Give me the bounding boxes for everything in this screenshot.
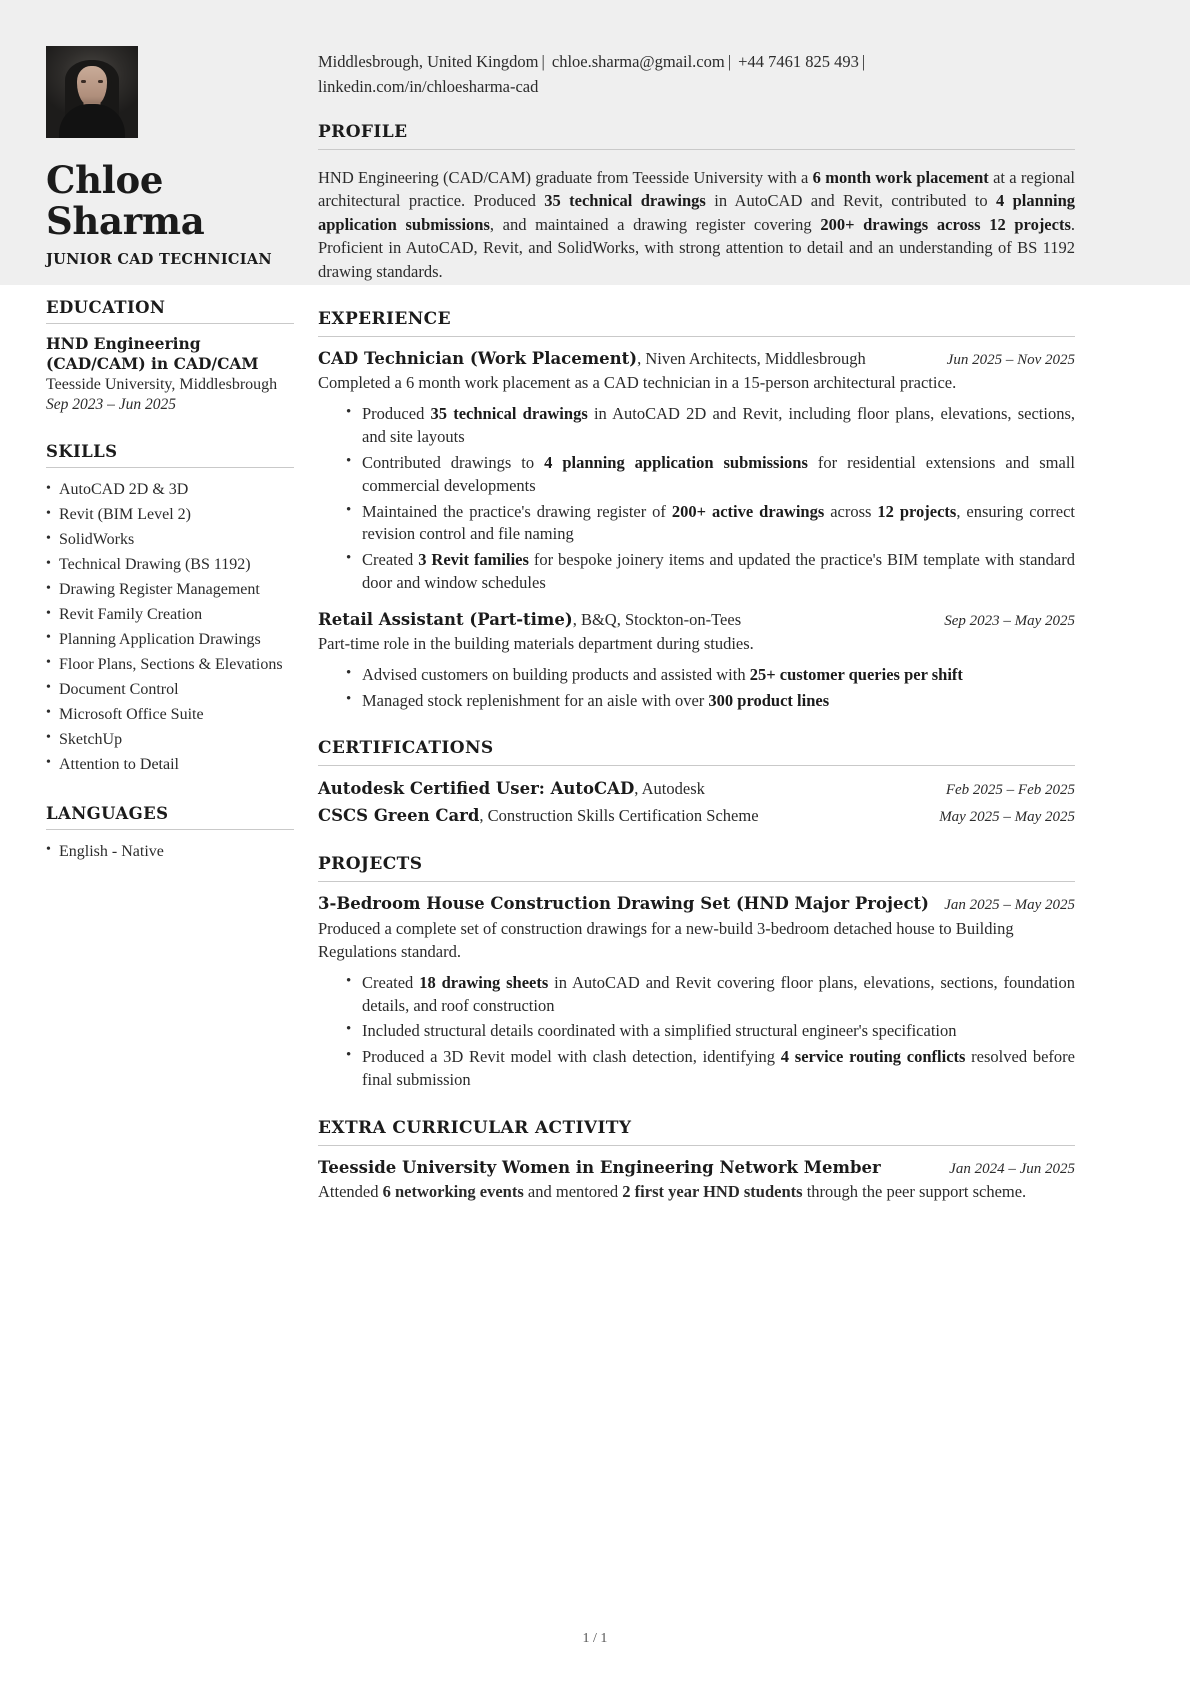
divider [46, 323, 294, 324]
contact-separator: | [861, 52, 866, 71]
profile-part: . Proficient in AutoCAD, Revit, and SolidWorks, with strong attention to detail and an understanding of BS 1192 drawing standards. [318, 214, 1075, 281]
extra-highlight: 2 first year HND students [622, 1181, 803, 1201]
extra-curricular-description [318, 1180, 1075, 1203]
bullet-text: across [824, 501, 878, 521]
avatar-hair-front [65, 60, 119, 102]
skill-item: • Revit (BIM Level 2) [46, 503, 294, 528]
last-name: Sharma [46, 199, 205, 244]
bullet-text: in AutoCAD 2D and Revit, including floor plans, elevations, sections, and site layouts [362, 404, 1075, 447]
entry-title [318, 893, 930, 915]
bullet-highlight: 4 planning application submissions [544, 453, 808, 472]
skill-item: • AutoCAD 2D & 3D [46, 478, 294, 503]
bullet-item [346, 1046, 1075, 1092]
education-section [46, 298, 294, 416]
experience-entry [318, 609, 1075, 713]
entry-dates: Jan 2025 – May 2025 [944, 897, 1075, 914]
certification-dates: May 2025 – May 2025 [939, 809, 1075, 826]
bullet-text: Produced a 3D Revit model with clash detection, identifying [362, 1047, 781, 1067]
bullet-text: Contributed drawings to [362, 453, 545, 472]
bullet-highlight: 4 service routing conflicts [780, 1047, 966, 1067]
entry-title-bold: Retail Assistant (Part-time) [318, 609, 573, 629]
certifications-section [318, 738, 1075, 828]
education-dates: Sep 2023 – Jun 2025 [46, 396, 177, 414]
divider [318, 881, 1075, 882]
entry-header [318, 609, 1075, 631]
education-degree: HND Engineering (CAD/CAM) in CAD/CAM [46, 333, 259, 373]
bullet-item [346, 664, 1075, 687]
language-item: • English - Native [46, 840, 294, 865]
certifications-list [318, 777, 1075, 828]
extra-curricular-list [318, 1157, 1075, 1203]
sidebar [0, 0, 310, 1229]
divider [318, 336, 1075, 337]
entry-dates: Jan 2024 – Jun 2025 [949, 1160, 1075, 1177]
contact-location: Middlesbrough, United Kingdom [318, 52, 539, 71]
contact-separator: | [727, 52, 732, 71]
skills-list [46, 478, 294, 777]
page-footer: 1 / 1 [582, 1631, 608, 1646]
certification-name [318, 804, 759, 828]
bullet-highlight: 300 product lines [708, 690, 830, 710]
languages-heading: LANGUAGES [46, 803, 169, 823]
bullet-list [318, 972, 1075, 1092]
bullet-highlight: 25+ customer queries per shift [749, 664, 963, 684]
skill-item: • Planning Application Drawings [46, 628, 294, 653]
experience-list [318, 348, 1075, 712]
extra-text: and mentored [523, 1181, 623, 1201]
entry-summary: Part-time role in the building materials department during studies. [318, 633, 754, 653]
languages-section [46, 804, 294, 865]
entry-title-bold: Teesside University Women in Engineering Network Member [318, 1157, 881, 1177]
divider [46, 467, 294, 468]
education-school: Teesside University, Middlesbrough [46, 375, 278, 393]
skill-item: • Attention to Detail [46, 753, 294, 778]
projects-heading: PROJECTS [318, 854, 423, 875]
profile-part: , and maintained a drawing register covering [489, 214, 821, 234]
bullet-text: Maintained the practice's drawing register of [362, 501, 672, 521]
entry-header [318, 893, 1075, 915]
extra-text: Attended [318, 1181, 383, 1201]
entry-summary: Produced a complete set of construction drawings for a new-build 3-bedroom detached house to Building Regulations standard. [318, 918, 1014, 961]
contact-phone[interactable]: +44 7461 825 493 [738, 52, 859, 71]
skill-item: • Revit Family Creation [46, 603, 294, 628]
skills-heading: SKILLS [46, 442, 118, 462]
certification-issuer: , Autodesk [634, 779, 705, 799]
entry-meta: , B&Q, Stockton-on-Tees [572, 609, 742, 629]
bullet-text: resolved before final submission [362, 1047, 1075, 1089]
contact-linkedin[interactable]: linkedin.com/in/chloesharma-cad [318, 76, 539, 96]
bullet-text: Included structural details coordinated with a simplified structural engineer's specification [362, 1021, 957, 1041]
profile-part: in AutoCAD and Revit, contributed to [705, 191, 996, 211]
projects-list [318, 893, 1075, 1091]
certification-entry [318, 777, 1075, 801]
candidate-name [46, 160, 294, 243]
extra-curricular-entry [318, 1157, 1075, 1203]
bullet-item [346, 690, 1075, 713]
bullet-highlight: 200+ active drawings [671, 501, 825, 521]
avatar [46, 46, 138, 138]
bullet-item [346, 403, 1075, 449]
extra-highlight: 6 networking events [382, 1181, 524, 1201]
profile-section [318, 122, 1075, 284]
extra-curricular-section [318, 1118, 1075, 1203]
entry-title [318, 1157, 935, 1179]
entry-dates: Jun 2025 – Nov 2025 [946, 352, 1075, 369]
entry-summary: Completed a 6 month work placement as a CAD technician in a 15-person architectural practice. [318, 373, 957, 393]
skill-item: • Floor Plans, Sections & Elevations [46, 653, 294, 678]
certification-title: CSCS Green Card [318, 806, 480, 826]
bullet-item [346, 452, 1075, 498]
entry-header [318, 1157, 1075, 1179]
bullet-text: Managed stock replenishment for an aisle with over [362, 690, 709, 710]
certification-entry [318, 804, 1075, 828]
bullet-text: , ensuring correct revision control and file naming [362, 501, 1075, 544]
extra-curricular-heading: EXTRA CURRICULAR ACTIVITY [318, 1117, 632, 1138]
entry-header [318, 348, 1075, 370]
main-content [310, 0, 1190, 1229]
experience-entry [318, 348, 1075, 594]
divider [318, 1145, 1075, 1146]
bullet-text: for bespoke joinery items and updated the practice's BIM template with standard door and window schedules [362, 550, 1075, 592]
profile-part: HND Engineering (CAD/CAM) graduate from Teesside University with a [318, 168, 813, 187]
skill-item: • Drawing Register Management [46, 578, 294, 603]
bullet-list [318, 664, 1075, 713]
certification-title: Autodesk Certified User: AutoCAD [318, 779, 635, 799]
entry-title [318, 609, 930, 631]
bullet-highlight: 12 projects [877, 501, 957, 521]
bullet-highlight: 35 technical drawings [430, 404, 588, 424]
skill-item: • Document Control [46, 678, 294, 703]
profile-highlight: 6 month work placement [812, 168, 989, 187]
certification-name [318, 777, 705, 801]
bullet-list [318, 403, 1075, 594]
bullet-text: Created [362, 972, 420, 992]
languages-list [46, 840, 294, 865]
experience-section [318, 309, 1075, 712]
education-entry [46, 334, 294, 416]
entry-title-bold: CAD Technician (Work Placement) [318, 349, 638, 369]
profile-highlight: 35 technical drawings [544, 191, 706, 211]
experience-heading: EXPERIENCE [318, 309, 451, 330]
contact-separator: | [541, 52, 545, 71]
divider [46, 829, 294, 830]
bullet-text: Advised customers on building products and assisted with [362, 664, 750, 684]
entry-title [318, 348, 933, 370]
certification-dates: Feb 2025 – Feb 2025 [945, 782, 1075, 799]
entry-meta: , Niven Architects, Middlesbrough [637, 349, 866, 369]
certifications-heading: CERTIFICATIONS [318, 738, 494, 759]
divider [318, 765, 1075, 766]
bullet-item [346, 972, 1075, 1018]
project-entry [318, 893, 1075, 1091]
profile-heading: PROFILE [318, 121, 408, 142]
bullet-item [346, 501, 1075, 547]
skill-item: • Technical Drawing (BS 1192) [46, 553, 294, 578]
contact-email[interactable]: chloe.sharma@gmail.com [551, 52, 725, 71]
bullet-text: for residential extensions and small commercial developments [362, 453, 1075, 495]
bullet-text: Produced [362, 404, 431, 424]
profile-text [318, 166, 1075, 283]
first-name: Chloe [46, 158, 164, 202]
profile-highlight: 4 planning application submissions [318, 191, 1076, 234]
bullet-item [346, 1020, 1075, 1043]
bullet-text: in AutoCAD and Revit covering floor plans, elevations, sections, foundation details, and roof construction [362, 972, 1075, 1015]
skill-item: • SketchUp [46, 728, 294, 753]
bullet-highlight: 3 Revit families [418, 550, 529, 570]
extra-text: through the peer support scheme. [802, 1181, 1027, 1201]
bullet-item [346, 549, 1075, 595]
certification-issuer: , Construction Skills Certification Scheme [479, 806, 759, 826]
projects-section [318, 854, 1075, 1091]
profile-highlight: 200+ drawings across 12 projects [820, 214, 1071, 234]
skills-section [46, 442, 294, 777]
entry-dates: Sep 2023 – May 2025 [944, 612, 1075, 629]
profile-part: at a regional architectural practice. Produced [318, 168, 1075, 211]
skill-item: • Microsoft Office Suite [46, 703, 294, 728]
skill-item: • SolidWorks [46, 528, 294, 553]
education-heading: EDUCATION [46, 297, 166, 317]
bullet-text: Created [362, 550, 419, 570]
entry-title-bold: 3-Bedroom House Construction Drawing Set (HND Major Project) [318, 894, 929, 914]
bullet-highlight: 18 drawing sheets [419, 972, 549, 992]
job-title: JUNIOR CAD TECHNICIAN [46, 250, 272, 268]
contact-line [318, 50, 1038, 100]
divider [318, 149, 1075, 150]
